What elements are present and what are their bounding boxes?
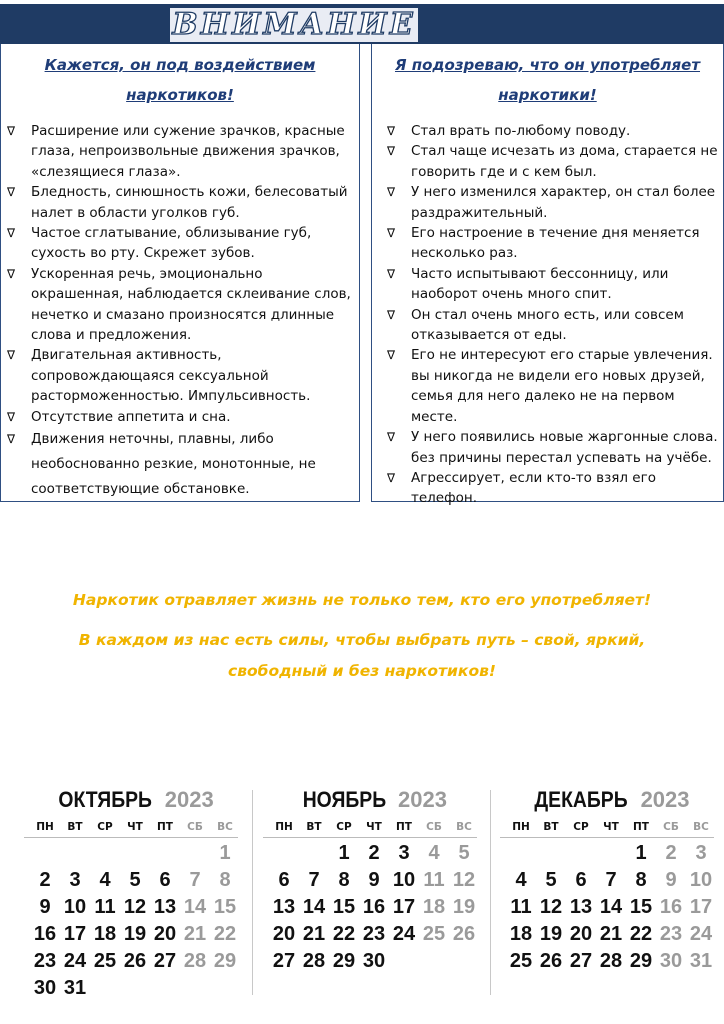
list-item xyxy=(7,427,355,502)
weekday-label: ПТ xyxy=(396,821,412,833)
calendar-day: 14 xyxy=(599,896,623,918)
calendar-day: 17 xyxy=(63,923,87,945)
weekday-label: ВТ xyxy=(543,821,559,833)
calendar-grid xyxy=(257,840,487,975)
calendar-day: 5 xyxy=(129,869,141,891)
calendar-day: 24 xyxy=(392,923,416,945)
calendar-empty-cell xyxy=(269,840,299,867)
calendar-day: 21 xyxy=(302,923,326,945)
weekday-label: ЧТ xyxy=(603,821,619,833)
list-item-text: Стал чаще исчезать из дома, старается не говорить где и с кем был. xyxy=(411,143,718,180)
calendar-day: 9 xyxy=(39,896,51,918)
calendar-rule xyxy=(500,837,714,838)
calendar-day: 6 xyxy=(278,869,290,891)
calendar-day: 3 xyxy=(398,842,410,864)
calendar-day: 8 xyxy=(338,869,350,891)
slogan-line-2: В каждом из нас есть силы, чтобы выбрать путь – свой, яркий, xyxy=(78,631,646,649)
calendar-day: 13 xyxy=(153,896,177,918)
weekday-header xyxy=(494,817,724,837)
calendar-day: 6 xyxy=(575,869,587,891)
calendar-day: 3 xyxy=(69,869,81,891)
list-item xyxy=(387,121,719,141)
calendar-day: 28 xyxy=(183,950,207,972)
weekday-header xyxy=(18,817,248,837)
weekday-label: ВС xyxy=(693,821,709,833)
calendar-day: 29 xyxy=(629,950,653,972)
triangle-bullet-icon: ∇ xyxy=(7,432,16,447)
calendar-day: 14 xyxy=(183,896,207,918)
calendar-day: 11 xyxy=(423,869,445,891)
list-item xyxy=(387,182,719,223)
weekday-label: СБ xyxy=(187,821,203,833)
calendar-day: 8 xyxy=(635,869,647,891)
triangle-bullet-icon: ∇ xyxy=(387,307,396,322)
slogan-line-3: свободный и без наркотиков! xyxy=(228,662,496,680)
list-item-text: Стал врать по-любому поводу. xyxy=(411,123,631,139)
calendar-day: 2 xyxy=(368,842,380,864)
calendar-day: 1 xyxy=(219,842,231,864)
list-item xyxy=(387,141,719,182)
calendar-day: 29 xyxy=(332,950,356,972)
calendar-november xyxy=(257,785,487,975)
calendar-day: 17 xyxy=(689,896,713,918)
calendar-day: 16 xyxy=(33,923,57,945)
triangle-bullet-icon: ∇ xyxy=(7,124,16,138)
calendar-day: 25 xyxy=(422,923,446,945)
list-item xyxy=(387,427,719,468)
calendar-day: 27 xyxy=(153,950,177,972)
calendar-empty-cell xyxy=(596,840,626,867)
calendar-day: 26 xyxy=(452,923,476,945)
list-item-text: Агрессирует, если кто-то взял его телефон. xyxy=(411,469,656,507)
calendar-day: 27 xyxy=(272,950,296,972)
calendar-day: 9 xyxy=(665,869,677,891)
calendar-day: 14 xyxy=(302,896,326,918)
symptoms-list-left xyxy=(7,121,355,502)
list-item-text: Расширение или сужение зрачков, красные глаза, непроизвольные движения зрачков, «слезящиеся глаза». xyxy=(31,123,345,180)
calendar-day: 3 xyxy=(695,842,707,864)
list-item xyxy=(7,223,355,264)
list-item xyxy=(7,407,355,427)
weekday-header xyxy=(257,817,487,837)
triangle-bullet-icon: ∇ xyxy=(387,185,396,200)
calendar-day: 23 xyxy=(362,923,386,945)
calendar-day: 31 xyxy=(689,950,713,972)
calendar-day: 20 xyxy=(153,923,177,945)
calendar-day: 18 xyxy=(509,923,533,945)
list-item xyxy=(7,345,355,406)
attention-banner xyxy=(170,8,418,42)
triangle-bullet-icon: ∇ xyxy=(387,124,396,138)
list-item xyxy=(7,182,355,223)
calendar-day: 30 xyxy=(33,977,57,999)
calendar-day: 23 xyxy=(659,923,683,945)
calendar-day: 21 xyxy=(599,923,623,945)
panel-suspect-use xyxy=(371,44,724,507)
calendar-month: ДЕКАБРЬ xyxy=(534,787,629,812)
list-item xyxy=(387,345,719,427)
weekday-label: СР xyxy=(573,821,589,833)
calendar-day: 20 xyxy=(569,923,593,945)
list-item-text: Он стал очень много есть, или совсем отказывается от еды. xyxy=(411,306,684,344)
calendar-day: 11 xyxy=(510,896,532,918)
list-item-text: Отсутствие аппетита и сна. xyxy=(31,408,231,425)
calendar-month: ОКТЯБРЬ xyxy=(58,787,153,812)
calendar-grid xyxy=(18,840,248,1002)
calendar-day: 19 xyxy=(123,923,147,945)
triangle-bullet-icon: ∇ xyxy=(7,348,16,363)
triangle-bullet-icon: ∇ xyxy=(7,409,16,424)
calendar-day: 12 xyxy=(539,896,563,918)
calendar-day: 24 xyxy=(689,923,713,945)
calendar-empty-cell xyxy=(30,840,60,867)
panel-title-right: Я подозреваю, что он употребляет наркотики! xyxy=(394,56,701,104)
calendar-day: 16 xyxy=(362,896,386,918)
calendar-day: 28 xyxy=(302,950,326,972)
weekday-label: ЧТ xyxy=(127,821,143,833)
list-item-text: Его не интересуют его старые увлечения. вы никогда не видели его новых друзей, семья для него далеко не на первом месте. xyxy=(411,347,713,425)
weekday-label: ПН xyxy=(36,821,54,833)
calendar-day: 6 xyxy=(159,869,171,891)
calendar-day: 22 xyxy=(213,923,237,945)
calendar-day: 15 xyxy=(332,896,356,918)
calendar-empty-cell xyxy=(120,840,150,867)
triangle-bullet-icon: ∇ xyxy=(387,226,396,241)
calendar-day: 10 xyxy=(689,869,713,891)
calendar-day: 2 xyxy=(665,842,677,864)
calendar-empty-cell xyxy=(180,840,210,867)
calendar-day: 30 xyxy=(362,950,386,972)
calendar-day: 7 xyxy=(308,869,320,891)
triangle-bullet-icon: ∇ xyxy=(7,226,16,241)
weekday-label: ПТ xyxy=(633,821,649,833)
calendar-day: 12 xyxy=(452,869,476,891)
calendar-day: 19 xyxy=(452,896,476,918)
calendar-empty-cell xyxy=(90,840,120,867)
weekday-label: ПН xyxy=(275,821,293,833)
triangle-bullet-icon: ∇ xyxy=(387,470,396,485)
weekday-label: ВТ xyxy=(306,821,322,833)
calendar-day: 25 xyxy=(93,950,117,972)
calendar-empty-cell xyxy=(299,840,329,867)
calendar-day: 1 xyxy=(338,842,350,864)
calendar-day: 7 xyxy=(189,869,201,891)
calendar-day: 21 xyxy=(183,923,207,945)
calendar-day: 4 xyxy=(428,842,440,864)
calendar-year: 2023 xyxy=(398,787,447,812)
list-item xyxy=(387,305,719,346)
calendar-day: 27 xyxy=(569,950,593,972)
list-item-text: У него изменился характер, он стал более раздражительный. xyxy=(411,184,716,221)
calendar-month: НОЯБРЬ xyxy=(302,787,387,812)
list-item xyxy=(387,468,719,509)
weekday-label: ПТ xyxy=(157,821,173,833)
list-item-text: У него появились новые жаргонные слова. без причины перестал успевать на учёбе. xyxy=(411,429,718,466)
weekday-label: СР xyxy=(97,821,113,833)
calendar-day: 20 xyxy=(272,923,296,945)
calendar-day: 24 xyxy=(63,950,87,972)
calendar-day: 22 xyxy=(629,923,653,945)
calendar-day: 8 xyxy=(219,869,231,891)
calendar-day: 2 xyxy=(39,869,51,891)
weekday-label: ВС xyxy=(217,821,233,833)
calendar-day: 30 xyxy=(659,950,683,972)
calendar-day: 1 xyxy=(635,842,647,864)
calendar-day: 17 xyxy=(392,896,416,918)
triangle-bullet-icon: ∇ xyxy=(387,348,396,363)
weekday-label: ЧТ xyxy=(366,821,382,833)
calendar-day: 23 xyxy=(33,950,57,972)
calendar-empty-cell xyxy=(566,840,596,867)
calendar-day: 26 xyxy=(539,950,563,972)
weekday-label: ПН xyxy=(512,821,530,833)
calendar-empty-cell xyxy=(150,840,180,867)
calendar-day: 22 xyxy=(332,923,356,945)
calendar-grid xyxy=(494,840,724,975)
calendar-day: 18 xyxy=(422,896,446,918)
weekday-label: ВТ xyxy=(67,821,83,833)
calendar-divider xyxy=(490,790,491,995)
calendar-day: 28 xyxy=(599,950,623,972)
calendar-day: 5 xyxy=(458,842,470,864)
weekday-label: ВС xyxy=(456,821,472,833)
calendar-empty-cell xyxy=(60,840,90,867)
calendar-day: 16 xyxy=(659,896,683,918)
triangle-bullet-icon: ∇ xyxy=(7,185,16,200)
triangle-bullet-icon: ∇ xyxy=(7,266,16,281)
list-item xyxy=(7,121,355,182)
calendar-day: 13 xyxy=(569,896,593,918)
calendar-day: 7 xyxy=(605,869,617,891)
list-item-text: Бледность, синюшность кожи, белесоватый налет в области уголков губ. xyxy=(31,184,348,221)
calendar-day: 4 xyxy=(99,869,111,891)
panel-title-left: Кажется, он под воздействием наркотиков! xyxy=(44,56,316,104)
slogan-line-1: Наркотик отравляет жизнь не только тем, кто его употребляет! xyxy=(72,591,652,609)
weekday-label: СБ xyxy=(663,821,679,833)
calendar-year: 2023 xyxy=(164,787,214,812)
triangle-bullet-icon: ∇ xyxy=(387,430,396,445)
calendar-day: 25 xyxy=(509,950,533,972)
calendar-day: 15 xyxy=(213,896,237,918)
calendar-title xyxy=(18,785,248,815)
calendar-day: 9 xyxy=(368,869,380,891)
calendar-divider xyxy=(252,790,253,995)
calendar-title xyxy=(494,785,724,815)
calendar-rule xyxy=(24,837,238,838)
list-item-text: Ускоренная речь, эмоционально окрашенная, наблюдается склеивание слов, нечетко и смазано произносятся длинные слова и предложения. xyxy=(31,265,351,344)
symptoms-list-right xyxy=(387,121,719,509)
list-item-text: Частое сглатывание, облизывание губ, сухость во рту. Скрежет зубов. xyxy=(31,225,312,262)
calendar-october xyxy=(18,785,248,1002)
weekday-label: СБ xyxy=(426,821,442,833)
calendar-empty-cell xyxy=(536,840,566,867)
list-item-text: Движения неточны, плавны, либо необоснованно резкие, монотонные, не соответствующие обстановке. xyxy=(31,431,316,498)
list-item xyxy=(7,264,355,346)
panel-under-influence xyxy=(0,44,360,502)
list-item-text: Его настроение в течение дня меняется несколько раз. xyxy=(411,225,700,262)
calendar-day: 13 xyxy=(272,896,296,918)
calendar-day: 26 xyxy=(123,950,147,972)
list-item xyxy=(387,223,719,264)
calendar-day: 31 xyxy=(63,977,87,999)
calendar-day: 18 xyxy=(93,923,117,945)
calendar-day: 10 xyxy=(392,869,416,891)
calendar-day: 11 xyxy=(94,896,116,918)
calendar-day: 15 xyxy=(629,896,653,918)
calendar-day: 5 xyxy=(545,869,557,891)
calendar-december xyxy=(494,785,724,975)
triangle-bullet-icon: ∇ xyxy=(387,266,396,281)
triangle-bullet-icon: ∇ xyxy=(387,144,396,159)
calendar-day: 4 xyxy=(515,869,527,891)
list-item-text: Часто испытывают бессонницу, или наоборот очень много спит. xyxy=(411,265,669,303)
list-item-text: Двигательная активность, сопровождающаяся сексуальной расторможенностью. Импульсивность. xyxy=(31,347,311,405)
calendar-year: 2023 xyxy=(640,787,690,812)
calendar-day: 12 xyxy=(123,896,147,918)
calendar-title xyxy=(257,785,487,815)
calendar-day: 10 xyxy=(63,896,87,918)
calendar-empty-cell xyxy=(506,840,536,867)
weekday-label: СР xyxy=(336,821,352,833)
calendar-rule xyxy=(263,837,477,838)
calendar-day: 29 xyxy=(213,950,237,972)
calendar-day: 19 xyxy=(539,923,563,945)
attention-title: ВНИМАНИЕ xyxy=(172,7,416,42)
list-item xyxy=(387,264,719,305)
